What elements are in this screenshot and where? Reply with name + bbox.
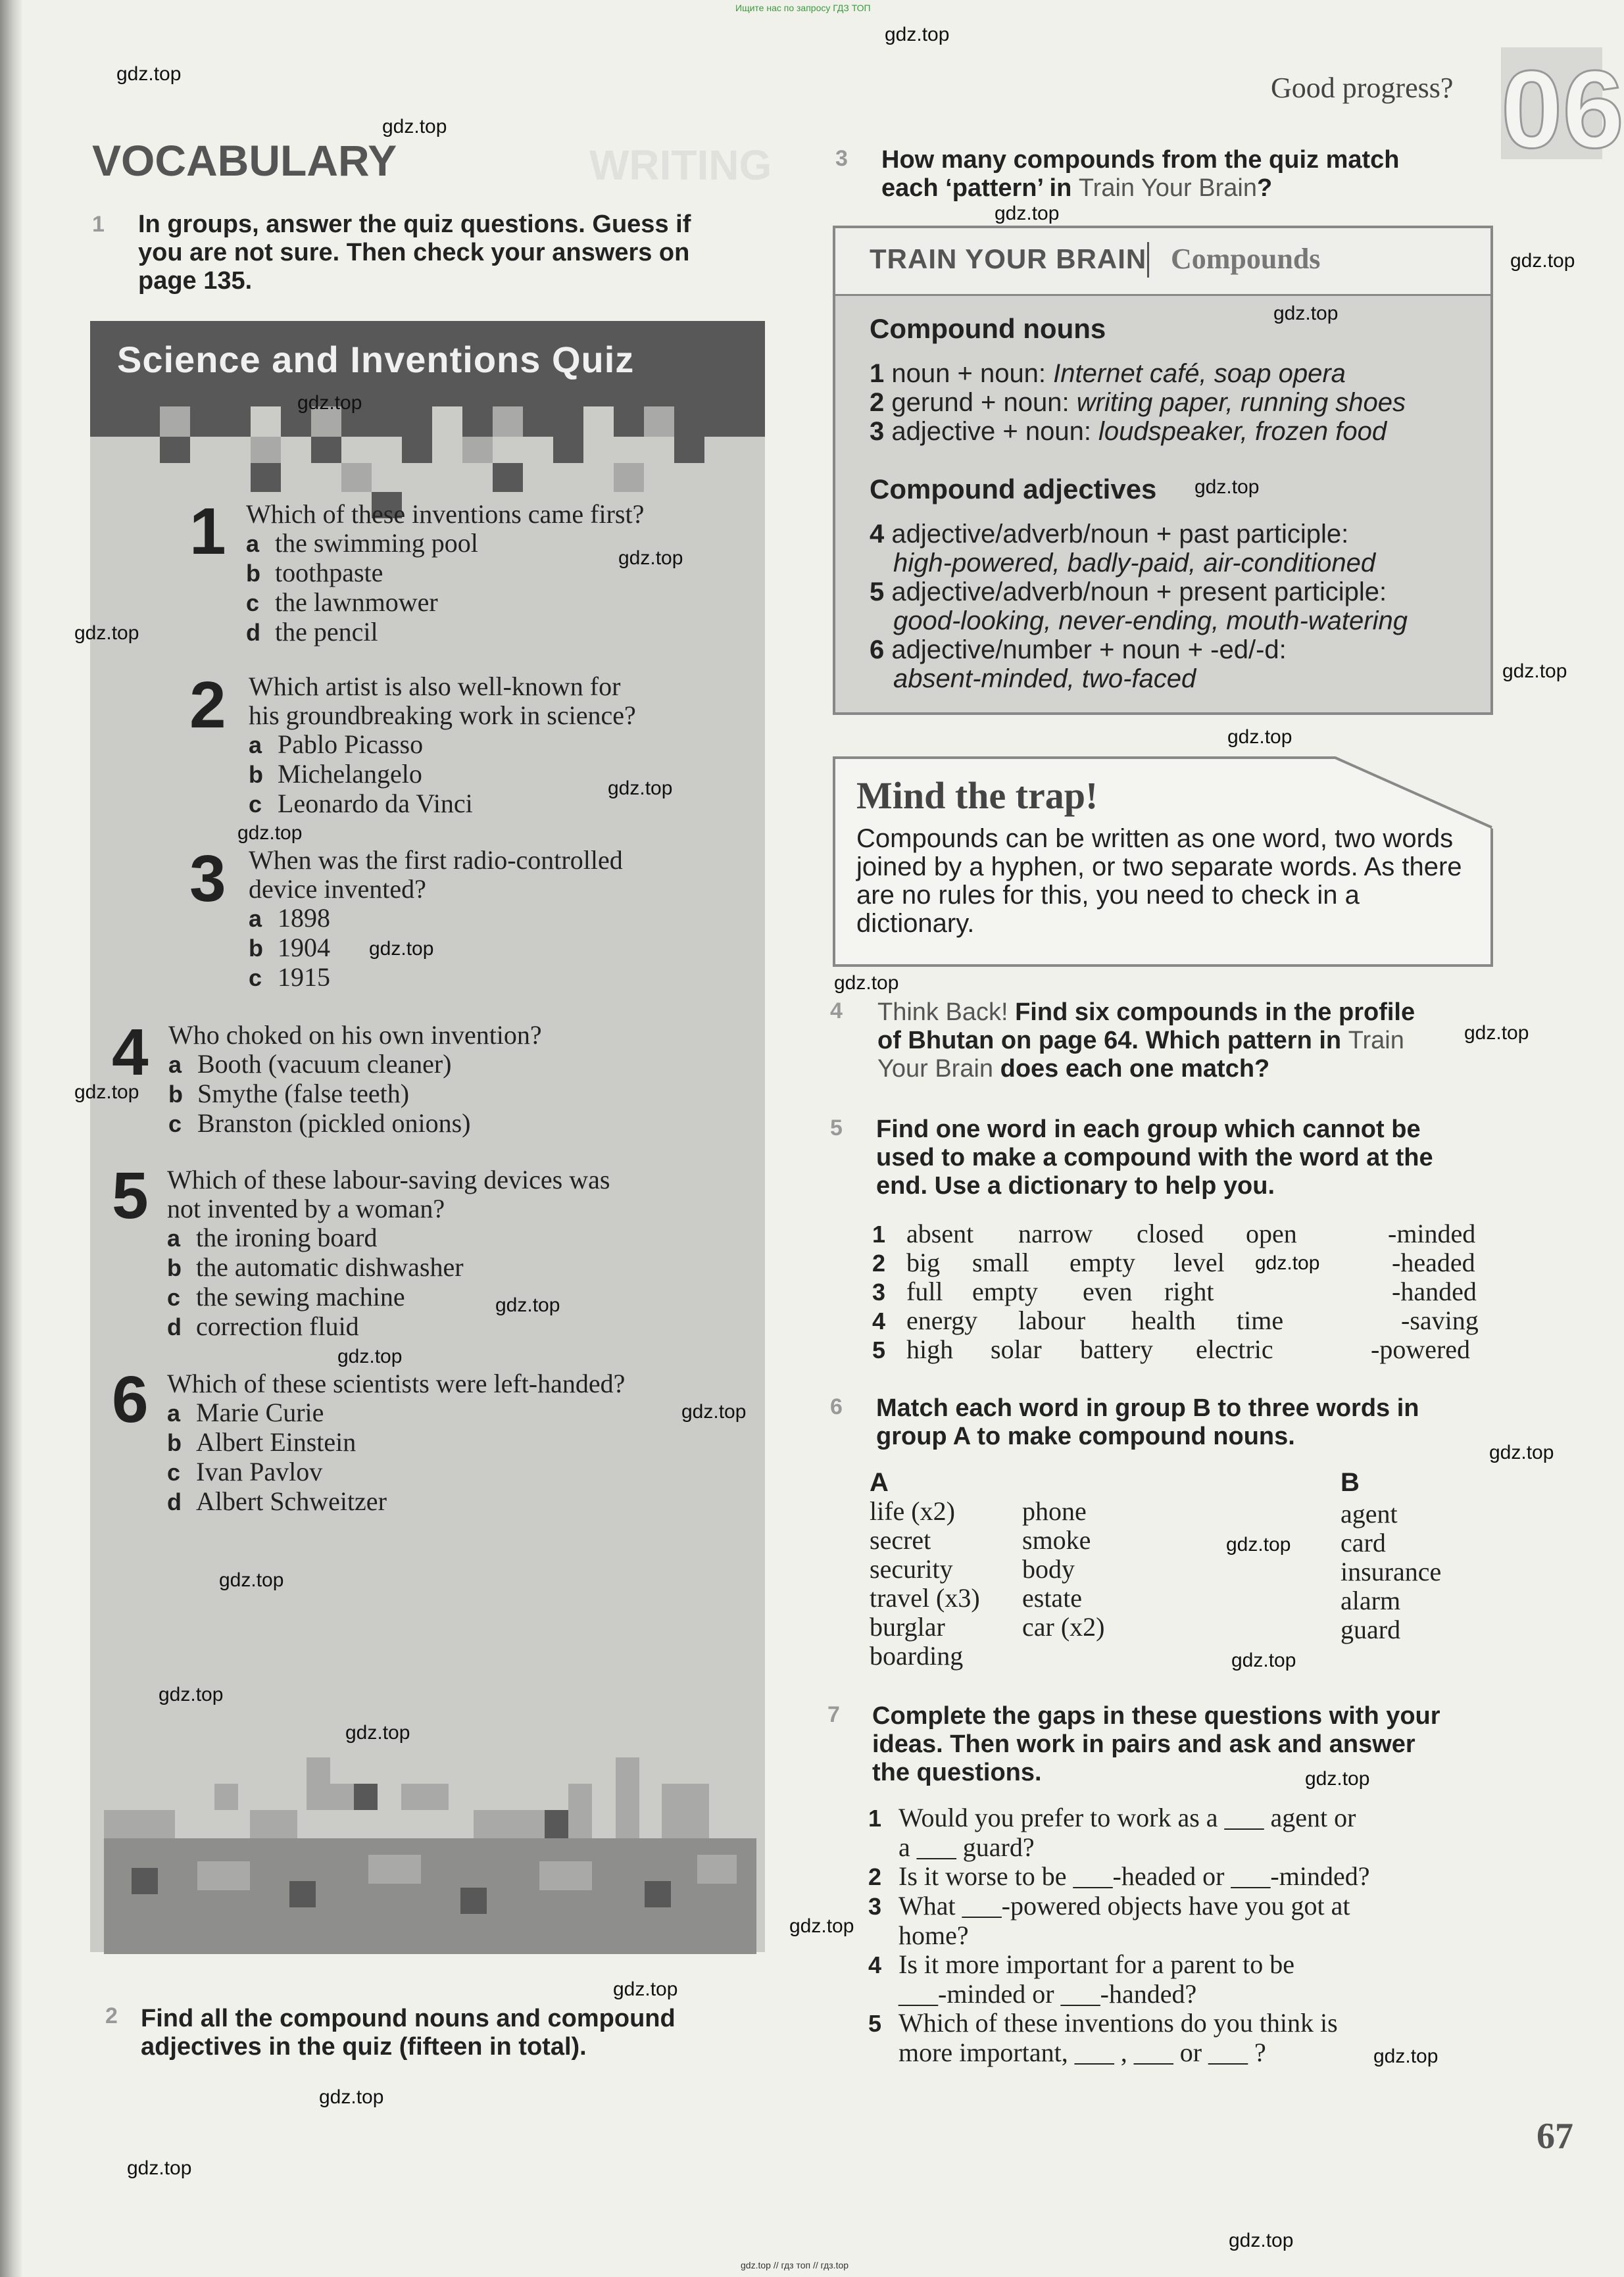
word-group-row: 1 <box>872 1221 886 1248</box>
quiz-question-6 <box>167 1369 625 1517</box>
watermark: gdz.top <box>116 63 182 85</box>
exercise-7-questions <box>868 1803 1369 2067</box>
exercise-number: 4 <box>830 998 843 1023</box>
watermark: gdz.top <box>1229 2230 1294 2251</box>
unit-number: 06 <box>1501 47 1624 171</box>
option: d correction fluid <box>167 1311 359 1341</box>
watermark: gdz.top <box>995 203 1060 224</box>
watermark: gdz.top <box>337 1346 403 1367</box>
gap-question: 2 Is it worse to be ___-headed or ___-minded? <box>868 1861 1370 1891</box>
quiz-question-1 <box>246 500 644 647</box>
watermark: gdz.top <box>382 116 447 137</box>
instruction-line: of Bhutan on page 64. Which pattern in Train <box>877 1027 1404 1054</box>
ghost-heading: WRITING <box>589 141 772 189</box>
watermark: gdz.top <box>789 1915 854 1937</box>
word: narrow <box>1018 1219 1093 1248</box>
option: c 1915 <box>249 962 330 992</box>
quiz-question-4 <box>168 1021 542 1138</box>
exercise-number: 3 <box>835 146 848 171</box>
option: b Smythe (false teeth) <box>168 1079 410 1108</box>
group-a-column-1 <box>870 1497 980 1671</box>
group-b-column <box>1341 1500 1441 1644</box>
train-your-brain-link: Train Your Brain <box>1078 174 1257 202</box>
gap-question: 5 Which of these inventions do you think is <box>868 2008 1338 2038</box>
word: insurance <box>1341 1557 1442 1586</box>
word: life (x2) <box>870 1496 955 1526</box>
word: car (x2) <box>1022 1612 1105 1642</box>
exercise-number: 6 <box>830 1394 843 1419</box>
word: secret <box>870 1525 931 1555</box>
instruction-line: Your Brain does each one match? <box>877 1055 1270 1083</box>
option: b Albert Einstein <box>167 1427 357 1457</box>
instruction-line: end. Use a dictionary to help you. <box>876 1172 1275 1200</box>
watermark: gdz.top <box>1226 1534 1291 1555</box>
exercise-number: 2 <box>105 2003 118 2028</box>
word-group-row: 4 <box>872 1308 886 1334</box>
compound-nouns-list <box>870 359 1406 446</box>
option: a Pablo Picasso <box>249 729 424 759</box>
exercise-3-instructions <box>881 146 1400 203</box>
question-text: Which of these inventions came first? <box>246 499 645 529</box>
word-ending: -minded <box>1388 1219 1476 1248</box>
option: b the automatic dishwasher <box>167 1252 464 1282</box>
word: energy <box>906 1306 978 1335</box>
watermark: gdz.top <box>1464 1022 1529 1044</box>
word: health <box>1131 1306 1196 1335</box>
question-text: When was the first radio-controlled <box>249 845 623 875</box>
question-text: not invented by a woman? <box>167 1194 445 1223</box>
word: closed <box>1137 1219 1204 1248</box>
option: a the ironing board <box>167 1223 378 1252</box>
word-ending: -saving <box>1401 1306 1479 1335</box>
word: open <box>1246 1219 1297 1248</box>
question-number: 3 <box>189 842 226 916</box>
instruction-line: Find all the compound nouns and compound <box>141 2005 676 2032</box>
watermark: gdz.top <box>1489 1442 1554 1463</box>
word: battery <box>1080 1334 1154 1364</box>
word-group-row: 5 <box>872 1336 886 1363</box>
word: absent <box>906 1219 974 1248</box>
watermark: gdz.top <box>159 1684 224 1705</box>
question-number: 2 <box>189 668 226 742</box>
instruction-line: group A to make compound nouns. <box>876 1423 1295 1450</box>
gap-question-continuation: more important, ___ , ___ or ___ ? <box>898 2038 1266 2067</box>
option: d Albert Schweitzer <box>167 1486 387 1516</box>
exercise-1-instructions <box>138 210 691 295</box>
watermark: gdz.top <box>369 938 434 960</box>
option: a 1898 <box>249 903 330 933</box>
word: alarm <box>1341 1586 1401 1615</box>
watermark: gdz.top <box>1255 1252 1320 1274</box>
pattern-line: 2 gerund + noun: writing paper, running shoes <box>870 388 1406 417</box>
watermark: gdz.top <box>1510 250 1575 272</box>
watermark: gdz.top <box>1227 726 1292 748</box>
watermark: gdz.top <box>1273 303 1339 324</box>
option: d the pencil <box>246 617 378 647</box>
question-text: device invented? <box>249 874 426 904</box>
word: big <box>906 1248 941 1277</box>
question-text: Which of these labour-saving devices was <box>167 1165 610 1194</box>
option: c Branston (pickled onions) <box>168 1108 471 1138</box>
watermark: gdz.top <box>681 1401 747 1423</box>
word: estate <box>1022 1583 1083 1613</box>
pattern-examples: high-powered, badly-paid, air-conditioned <box>893 549 1376 577</box>
watermark: gdz.top <box>1194 476 1260 498</box>
watermark: gdz.top <box>345 1722 410 1744</box>
train-your-brain-subtitle: Compounds <box>1171 243 1321 275</box>
watermark: gdz.top <box>613 1978 678 2000</box>
word: card <box>1341 1528 1386 1557</box>
think-back-label: Think Back! <box>877 998 1008 1026</box>
instruction-line: How many compounds from the quiz match <box>881 146 1400 174</box>
trap-box-corner <box>1335 756 1493 829</box>
gap-question-continuation: ___-minded or ___-handed? <box>898 1979 1197 2009</box>
word: time <box>1237 1306 1284 1335</box>
instruction-line: Think Back! Find six compounds in the profile <box>877 998 1415 1026</box>
word-group-row: 3 <box>872 1279 886 1306</box>
word: high <box>906 1334 954 1364</box>
pattern-line: 4 adjective/adverb/noun + past participle: <box>870 520 1349 549</box>
compound-nouns-heading: Compound nouns <box>870 313 1106 344</box>
word-ending: -headed <box>1392 1248 1475 1277</box>
watermark: gdz.top <box>495 1294 560 1316</box>
question-text: Which artist is also well-known for <box>249 672 621 701</box>
watermark: gdz.top <box>74 622 139 644</box>
word: solar <box>991 1334 1042 1364</box>
exercise-number: 5 <box>830 1115 843 1140</box>
watermark: gdz.top <box>618 547 683 569</box>
word: security <box>870 1554 953 1584</box>
watermark: gdz.top <box>219 1569 284 1591</box>
instruction-line: Find one word in each group which cannot be <box>876 1115 1421 1143</box>
gap-question: 1 Would you prefer to work as a ___ agent or <box>868 1803 1356 1832</box>
gap-question-continuation: a ___ guard? <box>898 1832 1035 1862</box>
question-number: 6 <box>112 1363 149 1436</box>
word: burglar <box>870 1612 945 1642</box>
option: a Marie Curie <box>167 1398 324 1427</box>
word: empty <box>972 1277 1038 1306</box>
pattern-line: 3 adjective + noun: loudspeaker, frozen food <box>870 417 1387 446</box>
title-separator <box>1147 242 1149 278</box>
exercise-2-instructions <box>141 2005 676 2061</box>
watermark: gdz.top <box>319 2086 384 2108</box>
quiz-question-3 <box>249 846 623 992</box>
pattern-line: 5 adjective/adverb/noun + present participle: <box>870 577 1387 606</box>
word: guard <box>1341 1615 1401 1644</box>
exercise-6-instructions <box>876 1394 1419 1451</box>
quiz-title: Science and Inventions Quiz <box>117 339 635 380</box>
watermark: gdz.top <box>297 392 362 414</box>
compound-adjectives-list <box>870 520 1408 693</box>
group-a-label: A <box>870 1468 889 1497</box>
word: boarding <box>870 1641 964 1671</box>
gap-question-continuation: home? <box>898 1921 969 1950</box>
word: electric <box>1196 1334 1273 1364</box>
instruction-line: page 135. <box>138 267 253 295</box>
word: right <box>1164 1277 1214 1306</box>
instruction-line: each ‘pattern’ in Train Your Brain? <box>881 174 1273 202</box>
option: b 1904 <box>249 933 330 962</box>
mind-the-trap-title: Mind the trap! <box>856 774 1098 817</box>
question-number: 5 <box>112 1159 149 1233</box>
train-your-brain-title: TRAIN YOUR BRAIN <box>870 243 1147 274</box>
exercise-4-instructions <box>877 998 1415 1083</box>
gap-question: 3 What ___-powered objects have you got at <box>868 1891 1350 1921</box>
exercise-number: 1 <box>92 212 105 237</box>
word: agent <box>1341 1499 1398 1529</box>
question-text: Which of these scientists were left-handed? <box>167 1369 626 1398</box>
instruction-line: In groups, answer the quiz questions. Guess if <box>138 210 691 238</box>
question-number: 1 <box>189 495 226 568</box>
option: c Leonardo da Vinci <box>249 789 473 818</box>
compound-adjectives-heading: Compound adjectives <box>870 474 1157 504</box>
pattern-line: 6 adjective/number + noun + -ed/-d: <box>870 635 1287 664</box>
pattern-line: 1 noun + noun: Internet café, soap opera <box>870 359 1346 388</box>
instruction-line: the questions. <box>872 1759 1042 1786</box>
word-group-row: 2 <box>872 1250 886 1277</box>
word: labour <box>1018 1306 1086 1335</box>
word: travel (x3) <box>870 1583 980 1613</box>
option: b toothpaste <box>246 558 383 587</box>
page-number: 67 <box>1537 2116 1573 2157</box>
watermark: gdz.top <box>1231 1650 1296 1671</box>
word: even <box>1083 1277 1133 1306</box>
watermark: gdz.top <box>608 777 673 799</box>
question-text: his groundbreaking work in science? <box>249 700 636 730</box>
word-ending: -handed <box>1392 1277 1477 1306</box>
pattern-examples: good-looking, never-ending, mouth-watering <box>893 606 1408 635</box>
watermark: gdz.top <box>885 24 950 45</box>
instruction-line: adjectives in the quiz (fifteen in total). <box>141 2033 587 2061</box>
section-label: Good progress? <box>1271 72 1454 104</box>
gap-question: 4 Is it more important for a parent to be <box>868 1949 1295 1979</box>
top-banner: Ищите нас по запросу ГДЗ ТОП <box>735 3 871 13</box>
group-a-column-2 <box>1022 1497 1104 1642</box>
option: c the sewing machine <box>167 1282 405 1311</box>
question-text: Who choked on his own invention? <box>168 1020 542 1050</box>
question-number: 4 <box>112 1016 149 1089</box>
instruction-line: Match each word in group B to three words in <box>876 1394 1419 1422</box>
watermark: gdz.top <box>237 822 303 844</box>
option: b Michelangelo <box>249 759 422 789</box>
instruction-line: you are not sure. Then check your answers on <box>138 239 690 266</box>
option: c the lawnmower <box>246 587 438 617</box>
exercise-5-instructions <box>876 1115 1433 1200</box>
option: c Ivan Pavlov <box>167 1457 323 1486</box>
word: body <box>1022 1554 1075 1584</box>
instruction-line: Complete the gaps in these questions with your <box>872 1702 1440 1730</box>
word: smoke <box>1022 1525 1091 1555</box>
instruction-line: used to make a compound with the word at the <box>876 1144 1433 1171</box>
vocabulary-heading: VOCABULARY <box>92 136 397 185</box>
watermark: gdz.top <box>1373 2045 1439 2067</box>
word: level <box>1173 1248 1225 1277</box>
group-b-label: B <box>1341 1468 1360 1497</box>
word: small <box>972 1248 1029 1277</box>
watermark: gdz.top <box>74 1081 139 1103</box>
quiz-question-2 <box>249 672 636 819</box>
watermark: gdz.top <box>1502 660 1567 682</box>
instruction-line: ideas. Then work in pairs and ask and answer <box>872 1730 1415 1758</box>
word: full <box>906 1277 943 1306</box>
bottom-banner: gdz.top // гдз топ // гдз.top <box>741 2260 849 2270</box>
option: a the swimming pool <box>246 528 478 558</box>
pattern-examples: absent-minded, two-faced <box>893 664 1196 693</box>
word: empty <box>1070 1248 1135 1277</box>
page-spine-shadow <box>0 0 22 2277</box>
watermark: gdz.top <box>127 2157 192 2179</box>
mind-the-trap-text: Compounds can be written as one word, two words joined by a hyphen, or two separate words. As there are no rules for this, you need to check in a dictionary. <box>856 824 1462 938</box>
option: a Booth (vacuum cleaner) <box>168 1049 452 1079</box>
word-ending: -powered <box>1371 1334 1471 1364</box>
watermark: gdz.top <box>1305 1768 1370 1790</box>
watermark: gdz.top <box>834 972 899 994</box>
word: phone <box>1022 1496 1087 1526</box>
exercise-number: 7 <box>827 1702 840 1727</box>
